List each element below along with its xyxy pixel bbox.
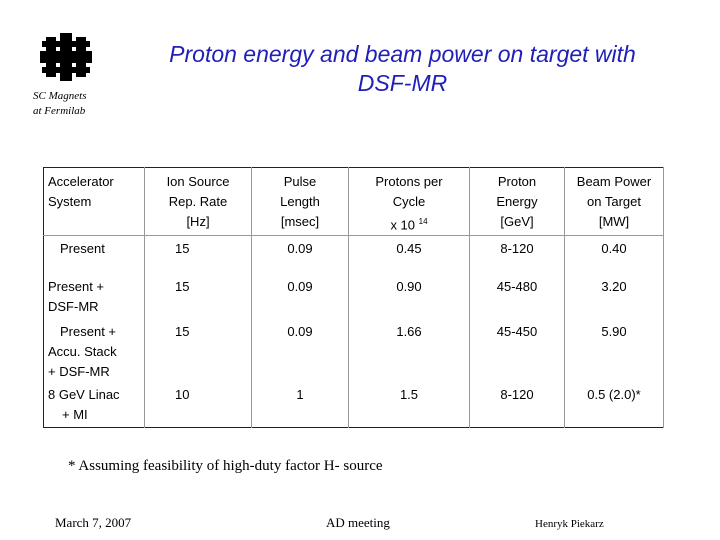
cell-energy: 8-120 <box>470 382 565 428</box>
cell-system: 8 GeV Linac + MI <box>44 382 145 428</box>
col-header-power: Beam Power on Target [MW] <box>565 168 664 236</box>
cell-rep-rate: 15 <box>145 319 252 382</box>
table-row <box>44 274 664 319</box>
cell-power: 0.40 <box>565 236 664 275</box>
cell-rep-rate: 10 <box>145 382 252 428</box>
cell-system: Present + DSF-MR <box>44 274 145 319</box>
footer-date: March 7, 2007 <box>55 515 132 530</box>
slide-title <box>130 40 675 98</box>
cell-protons: 1.5 <box>349 382 470 428</box>
cell-energy: 45-480 <box>470 274 565 319</box>
cell-protons: 1.66 <box>349 319 470 382</box>
cell-protons: 0.90 <box>349 274 470 319</box>
cell-pulse-length: 0.09 <box>252 319 349 382</box>
footer-author: Henryk Piekarz <box>535 518 604 530</box>
footer-meeting: AD meeting <box>326 515 390 530</box>
col-header-rep-rate: Ion Source Rep. Rate [Hz] <box>145 168 252 236</box>
org-line-1: SC Magnets <box>33 90 87 102</box>
table-row <box>44 236 664 275</box>
col-header-protons: Protons per Cycle x 10 $^{14}$ <box>349 168 470 236</box>
cell-energy: 8-120 <box>470 236 565 275</box>
cell-rep-rate: 15 <box>145 274 252 319</box>
cell-protons: 0.45 <box>349 236 470 275</box>
cell-pulse-length: 0.09 <box>252 236 349 275</box>
beam-power-table <box>43 167 664 428</box>
cell-pulse-length: 1 <box>252 382 349 428</box>
table-row <box>44 319 664 382</box>
cell-power: 0.5 (2.0)* <box>565 382 664 428</box>
col-header-pulse-length: Pulse Length [msec] <box>252 168 349 236</box>
cell-system: Present <box>44 236 145 275</box>
cell-power: 3.20 <box>565 274 664 319</box>
cell-power: 5.90 <box>565 319 664 382</box>
col-header-energy: Proton Energy [GeV] <box>470 168 565 236</box>
fermilab-logo-icon <box>40 33 92 81</box>
table-header-row <box>44 168 664 236</box>
table-row <box>44 382 664 428</box>
title-line-1: Proton energy and beam power on target with <box>169 41 636 67</box>
title-line-2: DSF-MR <box>357 70 448 96</box>
footnote: * Assuming feasibility of high-duty factor H- source <box>68 458 383 474</box>
col-header-system: Accelerator System <box>44 168 145 236</box>
cell-energy: 45-450 <box>470 319 565 382</box>
cell-system: Present + Accu. Stack + DSF-MR <box>44 319 145 382</box>
org-label <box>33 89 113 119</box>
cell-pulse-length: 0.09 <box>252 274 349 319</box>
org-line-2: at Fermilab <box>33 105 86 117</box>
cell-rep-rate: 15 <box>145 236 252 275</box>
